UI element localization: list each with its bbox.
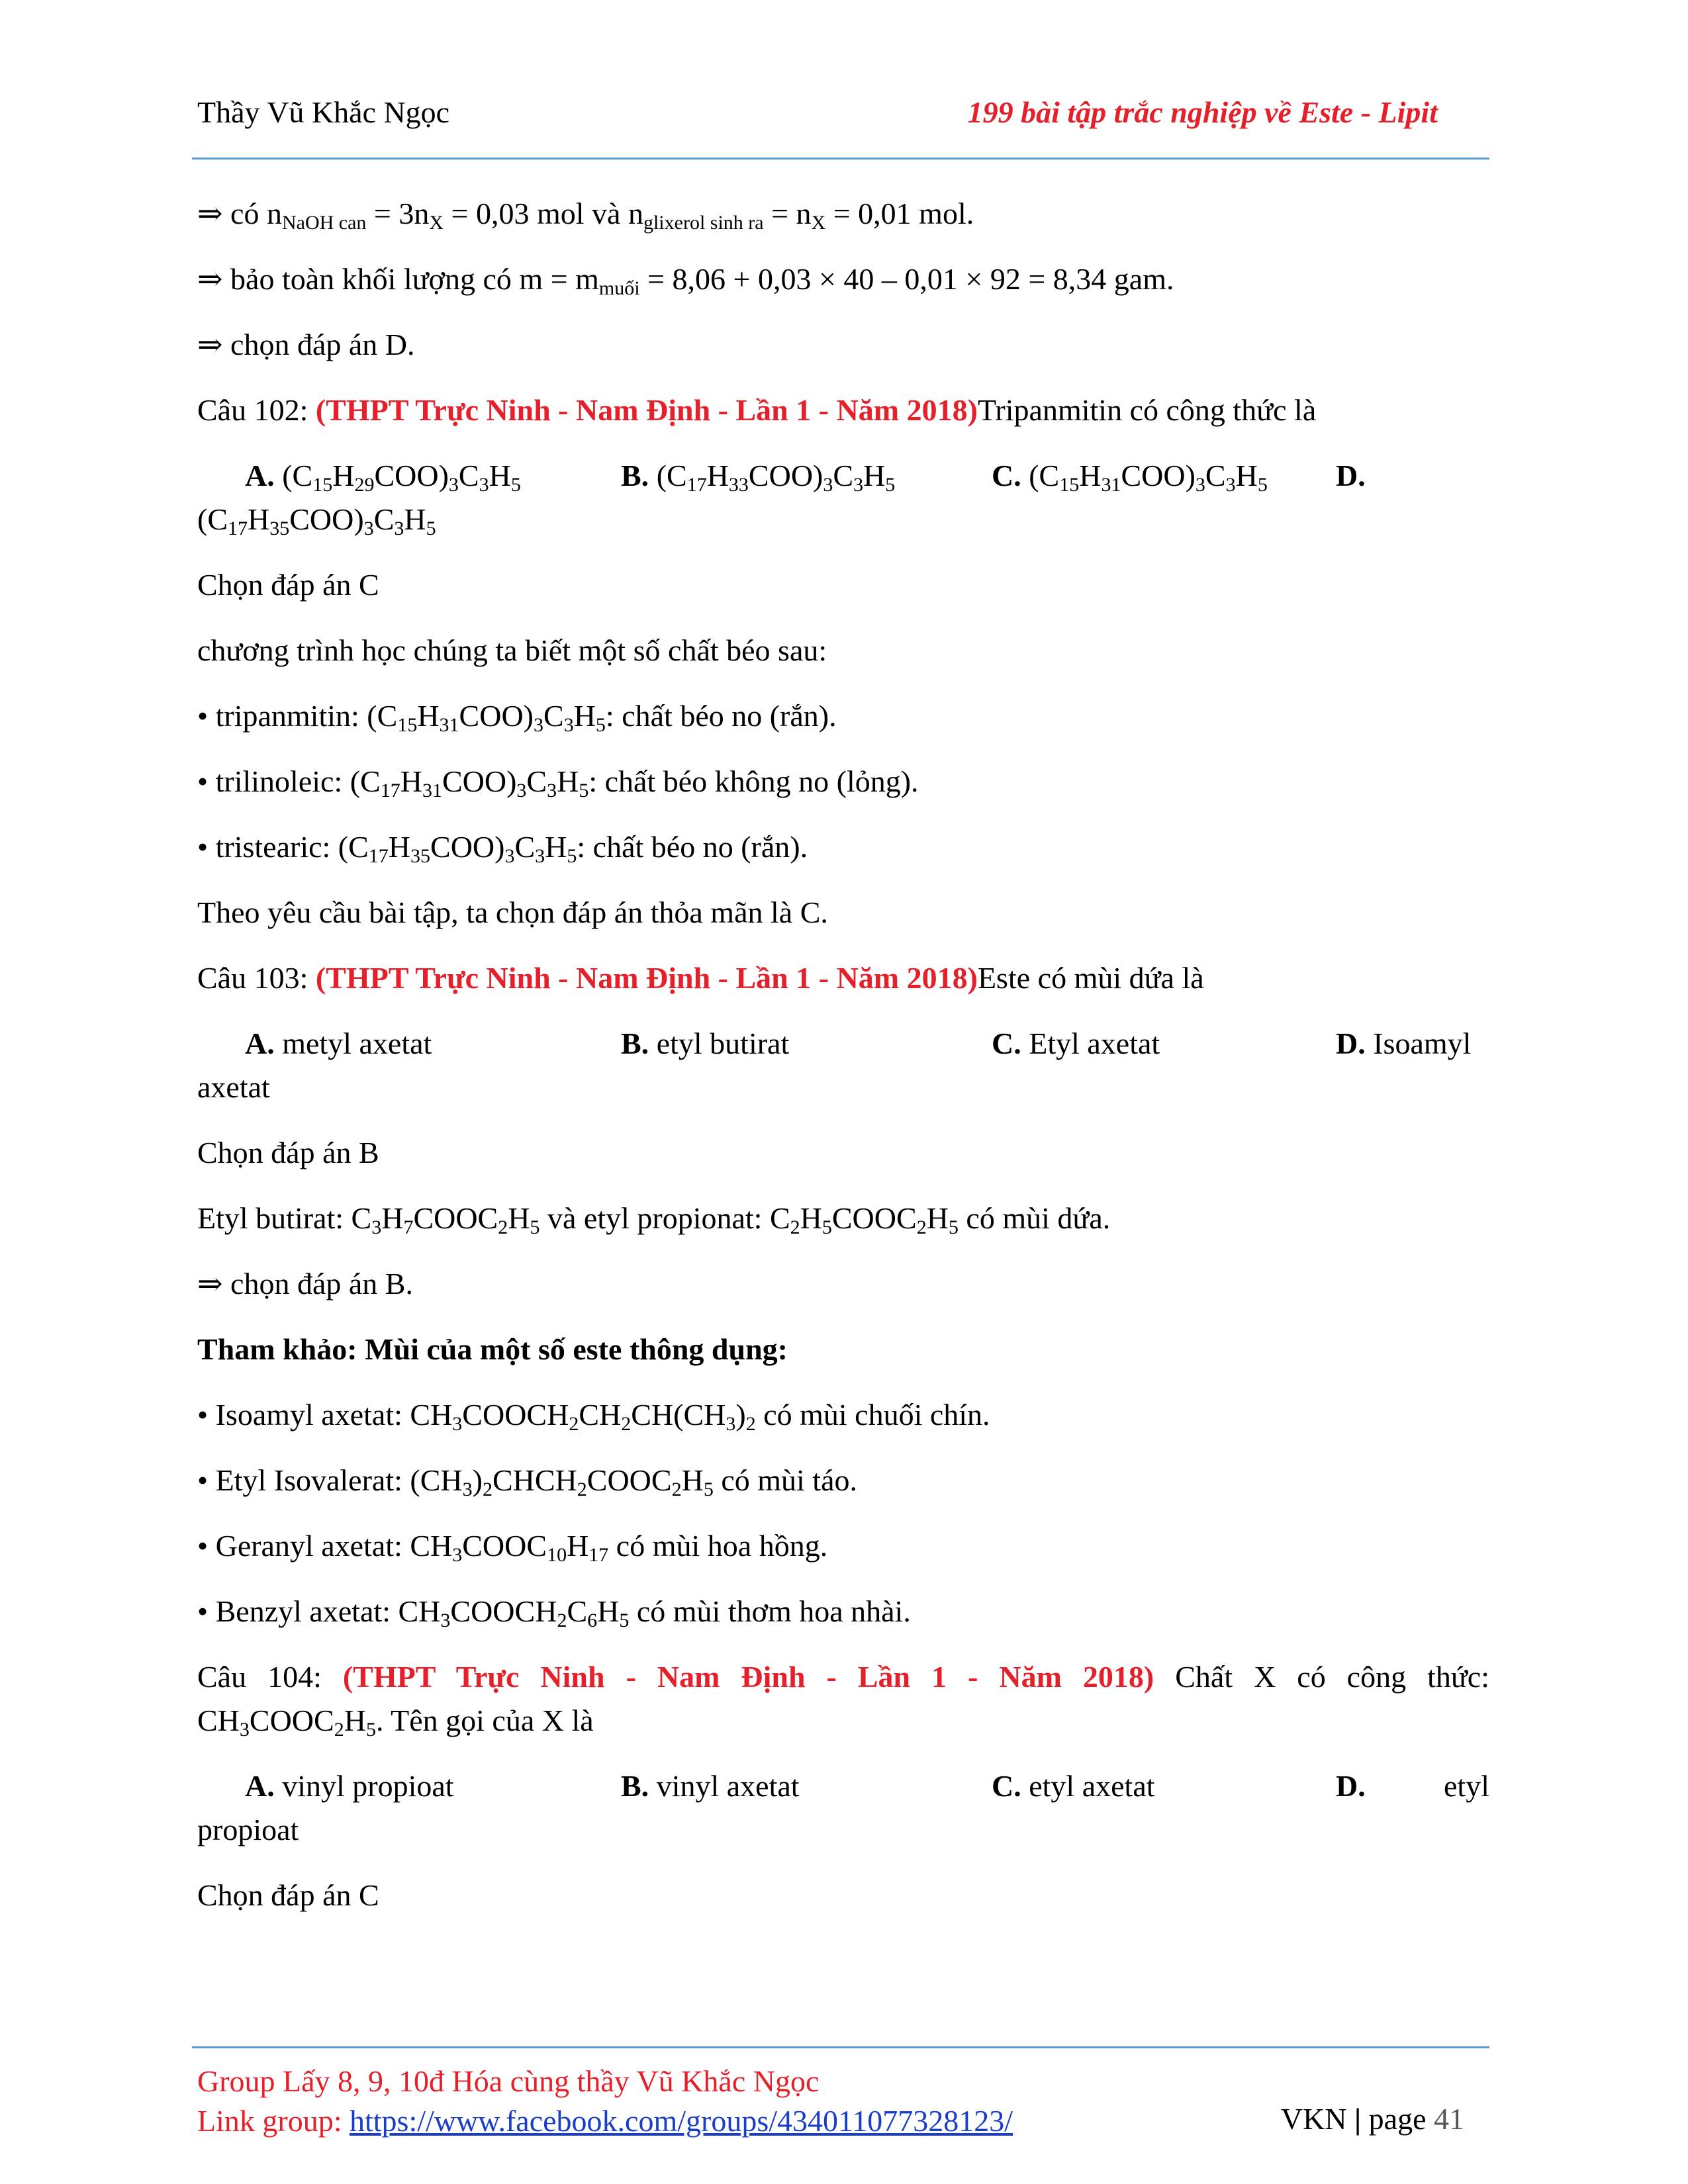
page-number-block: VKN | page 41 [1280,2102,1464,2136]
ref-geranyl: • Geranyl axetat: $CH_3COOC_{10}H_{17}$ có mùi hoa hồng. [197,1529,828,1566]
conclusion-102: Theo yêu cầu bài tập, ta chọn đáp án thỏa mãn là C. [197,895,828,929]
header-title: 199 bài tập trắc nghiệp về Este - Lipit [967,95,1438,129]
question-text-part1: Chất X có công thức: [1175,1660,1489,1694]
q102-options [197,454,1489,541]
solution-line-3: ⇒ chọn đáp án D. [197,328,415,361]
option-a: A. vinyl propioat [245,1769,454,1803]
option-c: C. $(C_{15}H_{31}COO)_3C_3H_5$ [992,459,1268,496]
question-label: Câu 104: [197,1660,343,1694]
option-d: etyl [1444,1769,1489,1803]
footer [197,2062,1013,2141]
option-b: B. vinyl axetat [621,1769,800,1803]
option-d: $(C_{17}H_{35}COO)_3C_3H_5$ [197,502,436,539]
reference-title: Tham khảo: Mùi của một số este thông dụng: [197,1332,788,1366]
intro-102: chương trình học chúng ta biết một số chất béo sau: [197,633,827,667]
header-author: Thầy Vũ Khắc Ngọc [197,95,450,129]
option-d-letter: D. [1336,1769,1366,1803]
option-a: A. metyl axetat [245,1026,432,1060]
question-text: Este có mùi dứa là [977,961,1204,995]
question-102 [197,388,1489,432]
footer-link[interactable]: https://www.facebook.com/groups/434011077328123/ [349,2104,1013,2138]
question-104 [197,1655,1489,1743]
bullet-trilinoleic: • trilinoleic: $(C_{17}H_{31}COO)_3C_3H_5$: chất béo không no (lỏng). [197,764,919,801]
explain-103: Etyl butirat: $C_3H_7COOC_2H_5$ và etyl propionat: $C_2H_5COOC_2H_5$ có mùi dứa. [197,1201,1111,1238]
question-source: (THPT Trực Ninh - Nam Định - Lần 1 - Năm 2018) [342,1660,1154,1694]
option-c: C. etyl axetat [992,1769,1155,1803]
answer-103: Chọn đáp án B [197,1136,379,1169]
answer-102: Chọn đáp án C [197,568,379,602]
footer-divider [192,2046,1489,2048]
question-text-part2: $CH_3COOC_2H_5$. Tên gọi của X là [197,1704,594,1741]
option-d-letter: D. [1336,459,1366,492]
question-103 [197,956,1489,1000]
question-104-line1 [197,1655,1489,1699]
option-b: B. etyl butirat [621,1026,790,1060]
bullet-tripanmitin: • tripanmitin: $(C_{15}H_{31}COO)_3C_3H_5$: chất béo no (rắn). [197,699,837,736]
choose-103: ⇒ chọn đáp án B. [197,1267,413,1300]
ref-isoamyl: • Isoamyl axetat: $CH_3COOCH_2CH_2CH(CH_3)_2$ có mùi chuối chín. [197,1398,990,1435]
q103-options [197,1022,1489,1109]
footer-group: Group Lấy 8, 9, 10đ Hóa cùng thầy Vũ Khắc Ngọc [197,2064,820,2098]
solution-line-2: ⇒ bảo toàn khối lượng có $m = m_{muối} = 8,06 + 0,03 \times 40 - 0,01 \times 92 = 8,34$ gam. [197,262,1174,299]
solution-line-1: ⇒ có $n_{NaOH can} = 3n_X = 0,03$ mol và $n_{glixerol sinh ra} = n_X = 0,01$ mol. [197,197,974,234]
question-text: Tripanmitin có công thức là [977,393,1317,427]
ref-benzyl: • Benzyl axetat: $CH_3COOCH_2C_6H_5$ có mùi thơm hoa nhài. [197,1594,911,1631]
option-d-cont: propioat [197,1813,299,1846]
ref-etyl-isovalerat: • Etyl Isovalerat: $(CH_3)_2CHCH_2COOC_2H_5$ có mùi táo. [197,1463,857,1500]
option-d: D. Isoamyl [1336,1026,1472,1060]
q104-options [197,1764,1489,1852]
footer-brand: VKN [1280,2102,1347,2136]
option-d-cont: axetat [197,1070,270,1104]
footer-link-label: Link group: [197,2104,350,2138]
option-a: A. $(C_{15}H_{29}COO)_3C_3H_5$ [245,459,521,496]
option-b: B. $(C_{17}H_{33}COO)_3C_3H_5$ [621,459,896,496]
page-content [197,192,1489,1939]
footer-link-line [197,2101,1013,2141]
question-label: Câu 102: [197,393,316,427]
question-label: Câu 103: [197,961,316,995]
page-number: 41 [1434,2102,1464,2136]
bullet-tristearic: • tristearic: $(C_{17}H_{35}COO)_3C_3H_5$: chất béo no (rắn). [197,830,808,867]
page-label: page [1368,2102,1427,2136]
question-source: (THPT Trực Ninh - Nam Định - Lần 1 - Năm 2018) [315,961,978,995]
question-source: (THPT Trực Ninh - Nam Định - Lần 1 - Năm 2018) [315,393,978,427]
header-divider [192,158,1489,159]
option-c: C. Etyl axetat [992,1026,1160,1060]
answer-104: Chọn đáp án C [197,1878,379,1912]
